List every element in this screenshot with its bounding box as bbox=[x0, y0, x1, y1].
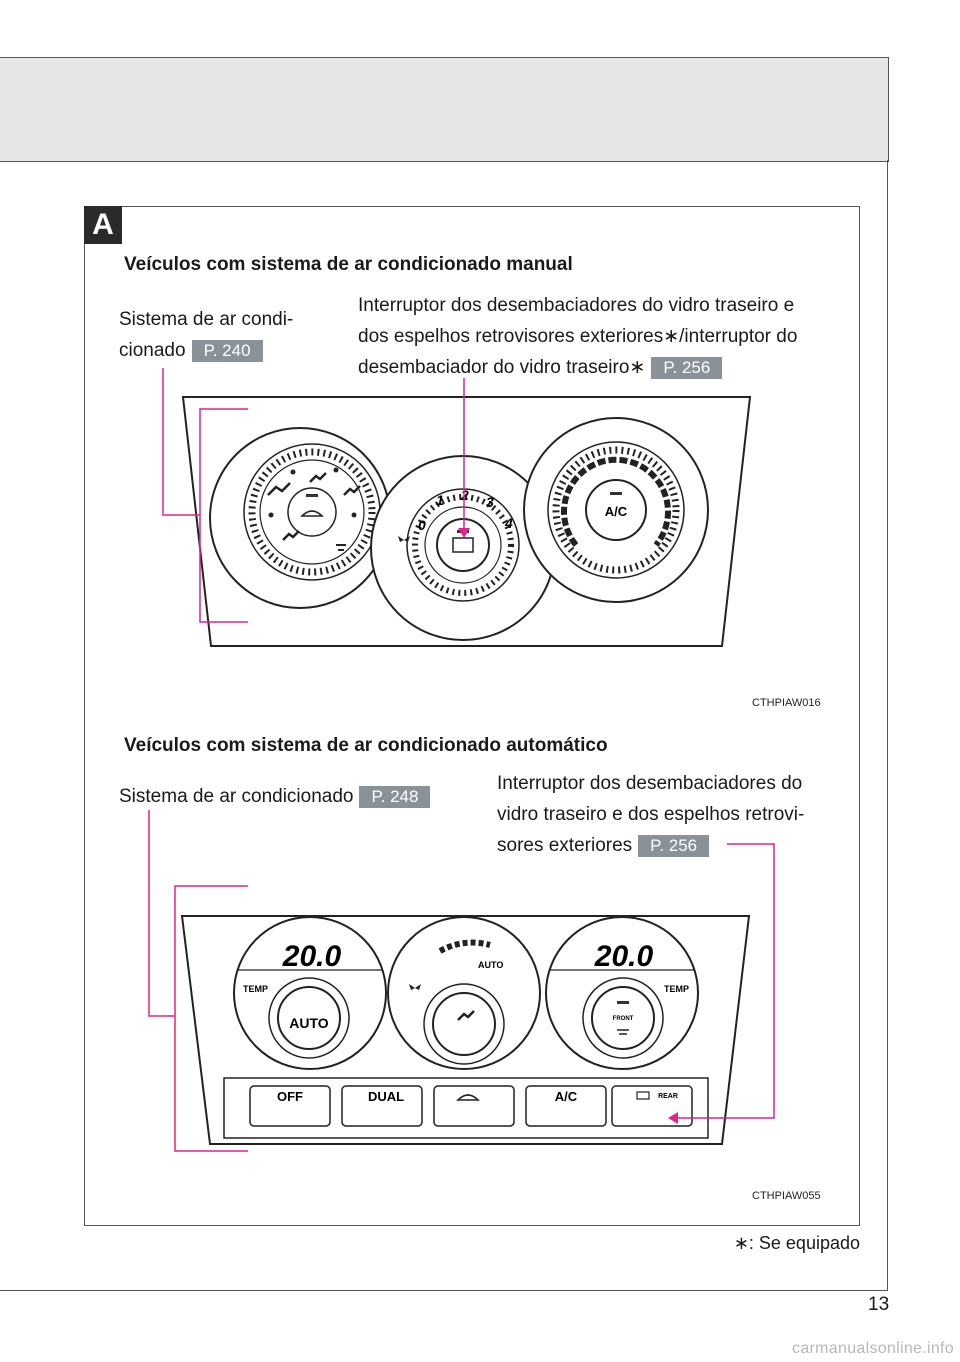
recirculation-button[interactable] bbox=[434, 1086, 514, 1126]
button-strip bbox=[224, 1078, 708, 1138]
manual-defog-line2: dos espelhos retrovisores exteriores∗/interruptor do bbox=[358, 326, 798, 347]
page-ref-badge[interactable]: P. 248 bbox=[359, 786, 430, 808]
off-label: OFF bbox=[277, 1089, 303, 1104]
temp-label: TEMP bbox=[664, 984, 690, 994]
page-ref-badge[interactable]: P. 256 bbox=[651, 357, 722, 379]
manual-heading: Veículos com sistema de ar condicionado manual bbox=[124, 254, 573, 275]
ac-button-label: A/C bbox=[604, 504, 628, 519]
temp-dial-left bbox=[234, 917, 386, 1069]
page-ref-badge[interactable]: P. 256 bbox=[638, 835, 709, 857]
temp-dial-right bbox=[546, 917, 698, 1069]
ac-dial-manual bbox=[524, 418, 708, 602]
temp-label: TEMP bbox=[243, 984, 269, 994]
fan-speed-label: 1 bbox=[436, 492, 444, 508]
footnote-text: : Se equipado bbox=[748, 1233, 860, 1253]
auto-defog-line2: vidro traseiro e dos espelhos retrovi- bbox=[497, 804, 805, 825]
temp-display-left: 20.0 bbox=[282, 940, 342, 973]
temp-dial-manual bbox=[210, 428, 390, 608]
rear-label: REAR bbox=[658, 1093, 678, 1100]
auto-dial-label: AUTO bbox=[289, 1015, 329, 1031]
auto-heading: Veículos com sistema de ar condicionado automático bbox=[124, 735, 608, 756]
manual-image-code: CTHPIAW016 bbox=[752, 697, 821, 709]
auto-panel bbox=[149, 810, 774, 1151]
section-tab: A bbox=[84, 206, 122, 244]
auto-mode-label: AUTO bbox=[478, 960, 504, 970]
page-number: 13 bbox=[868, 1294, 890, 1315]
auto-image-code: CTHPIAW055 bbox=[752, 1190, 821, 1202]
manual-defog-line3: desembaciador do vidro traseiro∗ P. 256 bbox=[358, 352, 838, 383]
fan-speed-label: 0 bbox=[418, 517, 426, 533]
front-label: FRONT bbox=[612, 1016, 634, 1022]
fan-speed-label: 3 bbox=[486, 494, 494, 510]
asterisk: ∗ bbox=[733, 1233, 749, 1253]
asterisk: ∗ bbox=[629, 357, 646, 378]
manual-ac-callout-text: cionado bbox=[119, 340, 186, 361]
auto-defog-line3: sores exteriores P. 256 bbox=[497, 830, 837, 861]
callout-line bbox=[149, 810, 175, 1016]
auto-defog-line1: Interruptor dos desembaciadores do bbox=[497, 773, 803, 794]
page-ref-badge[interactable]: P. 240 bbox=[192, 340, 263, 362]
rear-defog-button[interactable] bbox=[612, 1086, 692, 1126]
asterisk: ∗ bbox=[663, 326, 680, 347]
fan-dial-auto bbox=[388, 917, 540, 1069]
manual-ac-callout-line1: Sistema de ar condi- bbox=[119, 309, 294, 330]
temp-display-right: 20.0 bbox=[594, 940, 654, 973]
watermark: carmanualsonline.info bbox=[792, 1340, 954, 1357]
manual-panel bbox=[163, 368, 750, 646]
ac-label: A/C bbox=[554, 1089, 578, 1104]
auto-ac-callout-text: Sistema de ar condicionado bbox=[119, 786, 354, 807]
manual-defog-line1: Interruptor dos desembaciadores do vidro traseiro e bbox=[358, 295, 795, 316]
fan-speed-label: 4 bbox=[505, 515, 513, 531]
fan-speed-label: 2 bbox=[461, 487, 469, 503]
dual-label: DUAL bbox=[367, 1089, 405, 1104]
footnote bbox=[734, 1233, 860, 1254]
